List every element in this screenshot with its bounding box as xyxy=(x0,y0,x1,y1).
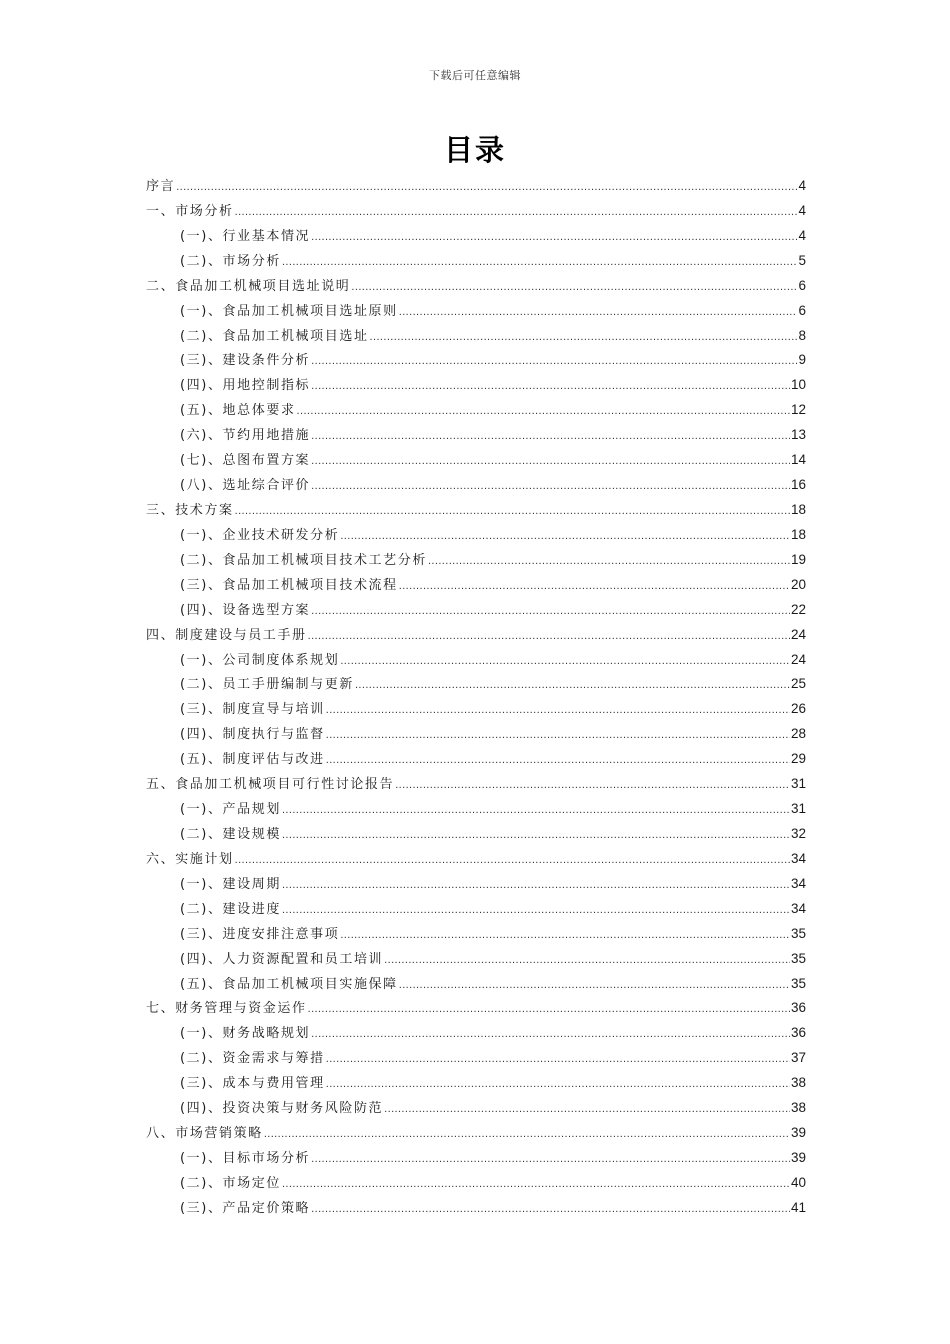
toc-entry[interactable] xyxy=(146,747,806,772)
toc-entry-label: (二)、食品加工机械项目技术工艺分析 xyxy=(180,552,427,568)
toc-entry-page-number: 32 xyxy=(790,825,806,841)
toc-entry-page-number: 18 xyxy=(790,526,806,542)
toc-entry-page-number: 6 xyxy=(798,302,806,318)
toc-entry-label: (二)、市场分析 xyxy=(180,253,281,269)
page-title: 目录 xyxy=(443,133,506,167)
toc-entry-label: (四)、投资决策与财务风险防范 xyxy=(180,1101,384,1117)
toc-entry-label: (二)、建设进度 xyxy=(180,901,281,917)
toc-entry-label: (一)、企业技术研发分析 xyxy=(180,527,340,543)
toc-entry-label: 五、食品加工机械项目可行性讨论报告 xyxy=(146,777,395,793)
toc-dot-leader xyxy=(282,798,790,823)
toc-entry-page-number: 5 xyxy=(798,252,806,268)
toc-entry-page-number: 36 xyxy=(790,1000,806,1016)
toc-entry-page-number: 36 xyxy=(790,1025,806,1041)
toc-entry-label: (二)、市场定位 xyxy=(180,1175,281,1191)
toc-dot-leader xyxy=(351,275,797,300)
toc-entry[interactable] xyxy=(146,1171,806,1196)
toc-entry[interactable] xyxy=(146,448,806,473)
toc-dot-leader xyxy=(340,649,790,674)
toc-dot-leader xyxy=(326,748,790,773)
toc-entry-page-number: 39 xyxy=(790,1149,806,1165)
toc-entry-page-number: 29 xyxy=(790,751,806,767)
toc-dot-leader xyxy=(235,848,790,873)
toc-entry-label: (一)、建设周期 xyxy=(180,876,281,892)
toc-entry-label: (三)、进度安排注意事项 xyxy=(180,926,340,942)
toc-entry[interactable] xyxy=(146,847,806,872)
toc-entry-page-number: 18 xyxy=(790,501,806,517)
toc-entry-page-number: 31 xyxy=(790,801,806,817)
toc-dot-leader xyxy=(176,175,797,200)
toc-entry-label: (三)、制度宣导与培训 xyxy=(180,702,325,718)
toc-entry-page-number: 38 xyxy=(790,1075,806,1091)
toc-dot-leader xyxy=(308,624,790,649)
toc-entry-page-number: 31 xyxy=(790,776,806,792)
toc-entry[interactable] xyxy=(146,922,806,947)
toc-entry-page-number: 34 xyxy=(790,875,806,891)
toc-dot-leader xyxy=(282,250,798,275)
toc-dot-leader xyxy=(311,1022,790,1047)
toc-dot-leader xyxy=(326,1047,790,1072)
toc-dot-leader xyxy=(326,698,790,723)
toc-entry-page-number: 39 xyxy=(790,1125,806,1141)
toc-entry-label: (一)、食品加工机械项目选址原则 xyxy=(180,303,398,319)
toc-entry-label: 序言 xyxy=(146,179,176,194)
toc-dot-leader xyxy=(370,325,798,350)
toc-entry-page-number: 41 xyxy=(790,1199,806,1215)
toc-entry-label: (七)、总图布置方案 xyxy=(180,453,311,469)
toc-dot-leader xyxy=(340,923,790,948)
toc-entry[interactable] xyxy=(146,573,806,598)
toc-entry-page-number: 26 xyxy=(790,701,806,717)
toc-entry-label: 四、制度建设与员工手册 xyxy=(146,627,307,643)
toc-dot-leader xyxy=(399,300,798,325)
toc-entry-label: 一、市场分析 xyxy=(146,203,234,219)
toc-entry[interactable] xyxy=(146,373,806,398)
toc-entry-label: (三)、建设条件分析 xyxy=(180,353,311,369)
toc-entry[interactable] xyxy=(146,648,806,673)
toc-entry[interactable] xyxy=(146,1196,806,1221)
toc-dot-leader xyxy=(311,599,790,624)
toc-entry[interactable] xyxy=(146,1096,806,1121)
toc-entry-page-number: 4 xyxy=(798,178,806,193)
toc-entry[interactable] xyxy=(146,224,806,249)
toc-entry-label: (二)、食品加工机械项目选址 xyxy=(180,328,369,344)
toc-dot-leader xyxy=(311,474,790,499)
toc-entry[interactable] xyxy=(146,1071,806,1096)
toc-entry-label: 二、食品加工机械项目选址说明 xyxy=(146,278,351,294)
toc-dot-leader xyxy=(311,449,790,474)
toc-entry[interactable] xyxy=(146,1046,806,1071)
toc-dot-leader xyxy=(395,773,790,798)
toc-entry-label: 七、财务管理与资金运作 xyxy=(146,1001,307,1017)
toc-entry-page-number: 9 xyxy=(798,352,806,368)
toc-entry-page-number: 20 xyxy=(790,576,806,592)
toc-dot-leader xyxy=(282,873,790,898)
toc-entry[interactable] xyxy=(146,797,806,822)
toc-entry-page-number: 12 xyxy=(790,402,806,418)
toc-entry-page-number: 28 xyxy=(790,726,806,742)
toc-dot-leader xyxy=(355,673,790,698)
toc-dot-leader xyxy=(311,424,790,449)
toc-dot-leader xyxy=(399,973,790,998)
toc-entry-page-number: 10 xyxy=(790,377,806,393)
toc-entry[interactable] xyxy=(146,872,806,897)
toc-entry-label: (一)、公司制度体系规划 xyxy=(180,652,340,668)
toc-entry[interactable] xyxy=(146,822,806,847)
toc-entry-label: (四)、设备选型方案 xyxy=(180,602,311,618)
toc-entry-label: 三、技术方案 xyxy=(146,502,234,518)
toc-dot-leader xyxy=(311,225,797,250)
toc-entry-label: (五)、地总体要求 xyxy=(180,403,296,419)
toc-entry-label: (一)、目标市场分析 xyxy=(180,1150,311,1166)
toc-entry-page-number: 4 xyxy=(798,227,806,243)
toc-entry[interactable] xyxy=(146,598,806,623)
toc-dot-leader xyxy=(282,1172,790,1197)
toc-entry[interactable] xyxy=(146,897,806,922)
toc-entry-page-number: 37 xyxy=(790,1050,806,1066)
toc-entry-page-number: 40 xyxy=(790,1174,806,1190)
toc-entry[interactable] xyxy=(146,324,806,349)
toc-entry-page-number: 6 xyxy=(798,277,806,293)
toc-dot-leader xyxy=(311,1147,790,1172)
toc-dot-leader xyxy=(311,374,790,399)
toc-dot-leader xyxy=(311,349,797,374)
toc-entry-label: (四)、人力资源配置和员工培训 xyxy=(180,951,384,967)
toc-entry-label: (四)、制度执行与监督 xyxy=(180,727,325,743)
toc-entry-label: (四)、用地控制指标 xyxy=(180,378,311,394)
toc-entry[interactable] xyxy=(146,398,806,423)
toc-entry-page-number: 38 xyxy=(790,1100,806,1116)
toc-entry[interactable] xyxy=(146,348,806,373)
toc-entry-page-number: 19 xyxy=(790,551,806,567)
toc-dot-leader xyxy=(399,574,790,599)
toc-entry-page-number: 22 xyxy=(790,601,806,617)
toc-dot-leader xyxy=(326,1072,790,1097)
toc-entry[interactable] xyxy=(146,523,806,548)
toc-entry-label: (二)、员工手册编制与更新 xyxy=(180,677,354,693)
toc-entry-page-number: 8 xyxy=(798,327,806,343)
toc-entry-label: (三)、成本与费用管理 xyxy=(180,1076,325,1092)
toc-entry-label: (三)、产品定价策略 xyxy=(180,1200,311,1216)
toc-entry-page-number: 35 xyxy=(790,975,806,991)
toc-entry[interactable] xyxy=(146,947,806,972)
toc-entry-page-number: 35 xyxy=(790,925,806,941)
toc-entry-page-number: 4 xyxy=(798,202,806,218)
toc-entry-label: 八、市场营销策略 xyxy=(146,1126,263,1142)
toc-entry[interactable] xyxy=(146,548,806,573)
toc-dot-leader xyxy=(384,1097,790,1122)
toc-entry-page-number: 13 xyxy=(790,427,806,443)
toc-entry[interactable] xyxy=(146,423,806,448)
toc-entry-page-number: 25 xyxy=(790,676,806,692)
toc-dot-leader xyxy=(428,549,790,574)
toc-entry[interactable] xyxy=(146,1021,806,1046)
toc-entry[interactable] xyxy=(146,498,806,523)
toc-dot-leader xyxy=(235,200,798,225)
toc-dot-leader xyxy=(264,1122,790,1147)
toc-dot-leader xyxy=(308,997,790,1022)
toc-entry-page-number: 24 xyxy=(790,626,806,642)
toc-entry[interactable] xyxy=(146,672,806,697)
toc-entry-label: (五)、制度评估与改进 xyxy=(180,752,325,768)
toc-dot-leader xyxy=(282,823,790,848)
toc-entry-label: (六)、节约用地措施 xyxy=(180,428,311,444)
toc-entry[interactable] xyxy=(146,722,806,747)
toc-dot-leader xyxy=(384,948,790,973)
toc-entry-label: (一)、财务战略规划 xyxy=(180,1026,311,1042)
toc-entry-page-number: 34 xyxy=(790,900,806,916)
toc-entry[interactable] xyxy=(146,174,806,199)
toc-entry-page-number: 34 xyxy=(790,850,806,866)
toc-entry[interactable] xyxy=(146,249,806,274)
toc-entry-page-number: 16 xyxy=(790,477,806,493)
table-of-contents xyxy=(146,174,806,1221)
toc-entry[interactable] xyxy=(146,623,806,648)
toc-dot-leader xyxy=(340,524,790,549)
toc-entry[interactable] xyxy=(146,697,806,722)
toc-dot-leader xyxy=(326,723,790,748)
toc-dot-leader xyxy=(311,1197,790,1222)
toc-entry-label: (八)、选址综合评价 xyxy=(180,478,311,494)
toc-entry[interactable] xyxy=(146,299,806,324)
toc-entry[interactable] xyxy=(146,972,806,997)
toc-dot-leader xyxy=(297,399,790,424)
toc-dot-leader xyxy=(235,499,790,524)
toc-entry-label: (二)、资金需求与筹措 xyxy=(180,1051,325,1067)
toc-entry-label: (三)、食品加工机械项目技术流程 xyxy=(180,577,398,593)
toc-entry[interactable] xyxy=(146,274,806,299)
toc-entry[interactable] xyxy=(146,996,806,1021)
toc-entry-label: (二)、建设规模 xyxy=(180,826,281,842)
toc-entry[interactable] xyxy=(146,1146,806,1171)
toc-entry-label: (一)、行业基本情况 xyxy=(180,228,311,244)
toc-entry[interactable] xyxy=(146,199,806,224)
toc-dot-leader xyxy=(282,898,790,923)
toc-entry-label: (一)、产品规划 xyxy=(180,802,281,818)
toc-entry[interactable] xyxy=(146,772,806,797)
toc-entry-page-number: 24 xyxy=(790,651,806,667)
toc-entry-label: (五)、食品加工机械项目实施保障 xyxy=(180,976,398,992)
header-note: 下载后可任意编辑 xyxy=(429,69,521,82)
toc-entry-page-number: 35 xyxy=(790,950,806,966)
toc-entry[interactable] xyxy=(146,473,806,498)
toc-entry[interactable] xyxy=(146,1121,806,1146)
toc-entry-label: 六、实施计划 xyxy=(146,851,234,867)
toc-entry-page-number: 14 xyxy=(790,452,806,468)
